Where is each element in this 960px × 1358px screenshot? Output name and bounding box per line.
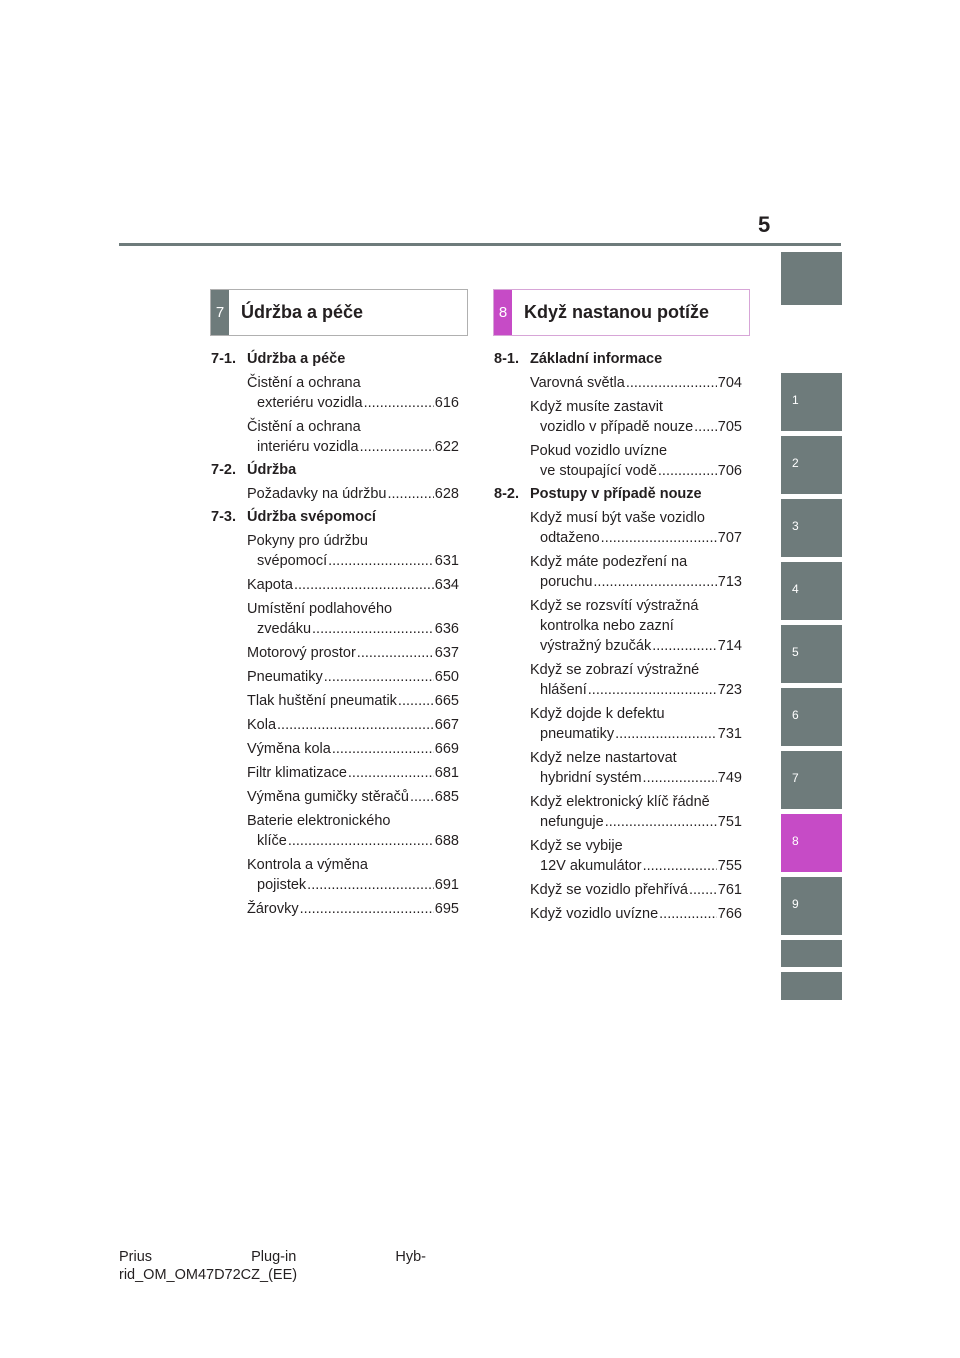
dot-leader <box>588 680 717 700</box>
toc-column-8 <box>494 350 742 928</box>
dot-leader <box>300 899 434 919</box>
toc-entry-text: Když dojde k defektu <box>530 706 665 722</box>
toc-page-number: 704 <box>717 375 742 391</box>
dot-leader <box>626 373 717 393</box>
toc-entry-text: Když se rozsvítí výstražná <box>530 598 699 614</box>
dot-leader <box>689 880 717 900</box>
toc-section-heading[interactable] <box>211 350 459 368</box>
toc-entry[interactable] <box>247 599 459 639</box>
toc-entry[interactable] <box>247 484 459 504</box>
toc-entry-text: Když musí být vaše vozidlo <box>530 510 705 526</box>
dot-leader <box>277 715 434 735</box>
toc-entry[interactable] <box>530 441 742 481</box>
toc-section-title: Údržba a péče <box>247 351 346 367</box>
toc-entry[interactable] <box>530 373 742 393</box>
toc-page-number: 706 <box>717 463 742 479</box>
toc-entry-text: interiéru vozidla <box>257 439 359 455</box>
toc-entry[interactable] <box>247 575 459 595</box>
toc-entry[interactable] <box>530 660 742 700</box>
toc-entry[interactable] <box>530 836 742 876</box>
toc-section-number: 7-2. <box>211 462 236 478</box>
toc-entry[interactable] <box>247 417 459 457</box>
toc-entry[interactable] <box>247 811 459 851</box>
toc-entry-text: Baterie elektronického <box>247 813 391 829</box>
section-7-header <box>210 289 468 336</box>
toc-entry-text: svépomocí <box>257 553 328 569</box>
toc-page-number: 634 <box>434 577 459 593</box>
dot-leader <box>643 856 717 876</box>
toc-page-number: 749 <box>717 770 742 786</box>
toc-page-number: 637 <box>434 645 459 661</box>
section-7-title: Údržba a péče <box>241 302 364 322</box>
toc-entry-text: poruchu <box>540 574 593 590</box>
footer-word: Prius <box>119 1249 153 1265</box>
toc-entry-text: Když máte podezření na <box>530 554 688 570</box>
side-tab-blank[interactable] <box>781 252 842 305</box>
dot-leader <box>652 636 717 656</box>
toc-entry[interactable] <box>247 739 459 759</box>
toc-page-number: 688 <box>434 833 459 849</box>
side-tab-label: 5 <box>792 645 799 659</box>
toc-section-heading[interactable] <box>211 461 459 479</box>
toc-entry-text: zvedáku <box>257 621 312 637</box>
toc-entry-text: Čistění a ochrana <box>247 375 361 391</box>
side-tab-label: 3 <box>792 519 799 533</box>
dot-leader <box>288 831 434 851</box>
side-tab-label: 8 <box>792 834 799 848</box>
dot-leader <box>658 461 717 481</box>
page-number: 5 <box>758 212 771 237</box>
toc-section-heading[interactable] <box>494 350 742 368</box>
toc-entry-text: Když se zobrazí výstražné <box>530 662 700 678</box>
toc-entry-text: pneumatiky <box>540 726 615 742</box>
toc-entry-text: Když se vybije <box>530 838 623 854</box>
toc-entry[interactable] <box>247 373 459 413</box>
toc-entry[interactable] <box>247 787 459 807</box>
side-tab-1[interactable] <box>781 373 842 431</box>
toc-entry[interactable] <box>247 531 459 571</box>
toc-entry-text: kontrolka nebo zazní <box>540 618 674 634</box>
toc-page-number: 636 <box>434 621 459 637</box>
toc-entry-text: klíče <box>257 833 287 849</box>
toc-page-number: 650 <box>434 669 459 685</box>
toc-entry-text: Když vozidlo uvízne <box>530 906 659 922</box>
toc-entry-text: Kontrola a výměna <box>247 857 368 873</box>
toc-entry-text: Výměna kola <box>247 741 331 757</box>
dot-leader <box>360 437 434 457</box>
toc-page-number: 685 <box>434 789 459 805</box>
dot-leader <box>605 812 717 832</box>
toc-entry[interactable] <box>530 508 742 548</box>
toc-column-7 <box>211 350 459 923</box>
top-rule <box>119 243 841 246</box>
side-tab-3[interactable] <box>781 499 842 557</box>
toc-section-number: 7-1. <box>211 351 236 367</box>
toc-section-title: Údržba svépomocí <box>247 509 376 525</box>
side-tab-label: 7 <box>792 771 799 785</box>
toc-entry-text: Tlak huštění pneumatik <box>247 693 397 709</box>
toc-entry-text: Žárovky <box>247 901 299 917</box>
toc-section-heading[interactable] <box>494 485 742 503</box>
toc-entry[interactable] <box>247 715 459 735</box>
toc-page-number: 695 <box>434 901 459 917</box>
toc-entry[interactable] <box>247 643 459 663</box>
toc-entry-text: Čistění a ochrana <box>247 419 361 435</box>
side-tab-label: 9 <box>792 897 799 911</box>
dot-leader <box>659 904 717 924</box>
toc-entry-text: vozidlo v případě nouze <box>540 419 694 435</box>
side-tab-7[interactable] <box>781 751 842 809</box>
toc-entry-text: Filtr klimatizace <box>247 765 347 781</box>
dot-leader <box>615 724 717 744</box>
dot-leader <box>387 484 433 504</box>
toc-entry-text: Pneumatiky <box>247 669 323 685</box>
dot-leader <box>348 763 434 783</box>
side-tab-blank[interactable] <box>781 940 842 967</box>
toc-page-number: 751 <box>717 814 742 830</box>
toc-entry[interactable] <box>247 667 459 687</box>
toc-section-heading[interactable] <box>211 508 459 526</box>
toc-entry-text: pojistek <box>257 877 307 893</box>
toc-entry-text: Kapota <box>247 577 293 593</box>
toc-page-number: 665 <box>434 693 459 709</box>
toc-page-number: 705 <box>717 419 742 435</box>
toc-entry-text: Pokud vozidlo uvízne <box>530 443 668 459</box>
toc-entry[interactable] <box>530 792 742 832</box>
toc-section-number: 8-2. <box>494 486 519 502</box>
section-8-title: Když nastanou potíže <box>524 302 710 322</box>
footer-word: Plug-in <box>251 1249 297 1265</box>
toc-entry-text: Požadavky na údržbu <box>247 486 387 502</box>
side-tab-label: 6 <box>792 708 799 722</box>
toc-entry[interactable] <box>247 855 459 895</box>
toc-entry-text: Výměna gumičky stěračů <box>247 789 409 805</box>
toc-section-title: Základní informace <box>530 351 663 367</box>
toc-page-number: 628 <box>434 486 459 502</box>
toc-page-number: 681 <box>434 765 459 781</box>
dot-leader <box>364 393 434 413</box>
toc-entry-text: hlášení <box>540 682 587 698</box>
side-tab-4[interactable] <box>781 562 842 620</box>
side-tab-2[interactable] <box>781 436 842 494</box>
toc-page-number: 766 <box>717 906 742 922</box>
toc-page-number: 731 <box>717 726 742 742</box>
toc-entry[interactable] <box>530 397 742 437</box>
side-tab-label: 4 <box>792 582 799 596</box>
footer-word: Hyb- <box>395 1249 426 1265</box>
toc-entry-text: ve stoupající vodě <box>540 463 657 479</box>
toc-page-number: 669 <box>434 741 459 757</box>
dot-leader <box>312 619 434 639</box>
dot-leader <box>593 572 716 592</box>
side-tab-5[interactable] <box>781 625 842 683</box>
toc-page-number: 761 <box>717 882 742 898</box>
side-tab-label: 1 <box>792 393 799 407</box>
toc-page-number: 707 <box>717 530 742 546</box>
dot-leader <box>328 551 434 571</box>
toc-page-number: 616 <box>434 395 459 411</box>
dot-leader <box>643 768 717 788</box>
toc-page-number: 631 <box>434 553 459 569</box>
side-tab-8[interactable] <box>781 814 842 872</box>
toc-entry[interactable] <box>530 880 742 900</box>
toc-entry[interactable] <box>247 691 459 711</box>
toc-page-number: 755 <box>717 858 742 874</box>
toc-entry-text: 12V akumulátor <box>540 858 642 874</box>
toc-page-number: 714 <box>717 638 742 654</box>
dot-leader <box>694 417 717 437</box>
toc-page-number: 691 <box>434 877 459 893</box>
toc-entry-text: Motorový prostor <box>247 645 356 661</box>
toc-entry[interactable] <box>247 763 459 783</box>
toc-entry-text: Když musíte zastavit <box>530 399 663 415</box>
section-7-number: 7 <box>211 290 229 335</box>
toc-page-number: 723 <box>717 682 742 698</box>
toc-entry[interactable] <box>530 904 742 924</box>
toc-section-number: 7-3. <box>211 509 236 525</box>
footer-code: rid_OM_OM47D72CZ_(EE) <box>119 1267 298 1283</box>
toc-entry-text: odtaženo <box>540 530 600 546</box>
toc-section-title: Postupy v případě nouze <box>530 486 702 502</box>
toc-entry-text: exteriéru vozidla <box>257 395 363 411</box>
dot-leader <box>398 691 434 711</box>
dot-leader <box>324 667 434 687</box>
side-tab-9[interactable] <box>781 877 842 935</box>
toc-entry[interactable] <box>530 596 742 656</box>
toc-entry-text: Když elektronický klíč řádně <box>530 794 710 810</box>
toc-entry[interactable] <box>530 748 742 788</box>
toc-entry-text: Když nelze nastartovat <box>530 750 677 766</box>
dot-leader <box>357 643 434 663</box>
toc-entry-text: hybridní systém <box>540 770 642 786</box>
side-tab-label: 2 <box>792 456 799 470</box>
footer <box>119 1248 426 1284</box>
toc-entry[interactable] <box>530 704 742 744</box>
side-tab-6[interactable] <box>781 688 842 746</box>
dot-leader <box>332 739 434 759</box>
toc-section-number: 8-1. <box>494 351 519 367</box>
section-8-header <box>493 289 750 336</box>
toc-entry-text: Varovná světla <box>530 375 625 391</box>
toc-entry[interactable] <box>247 899 459 919</box>
toc-entry-text: Když se vozidlo přehřívá <box>530 882 688 898</box>
section-8-number: 8 <box>494 290 512 335</box>
toc-page-number: 713 <box>717 574 742 590</box>
toc-entry[interactable] <box>530 552 742 592</box>
dot-leader <box>307 875 434 895</box>
dot-leader <box>294 575 434 595</box>
toc-section-title: Údržba <box>247 462 297 478</box>
toc-entry-text: výstražný bzučák <box>540 638 652 654</box>
toc-page-number: 667 <box>434 717 459 733</box>
dot-leader <box>601 528 717 548</box>
dot-leader <box>410 787 434 807</box>
toc-page-number: 622 <box>434 439 459 455</box>
toc-entry-text: Pokyny pro údržbu <box>247 533 368 549</box>
side-tab-blank[interactable] <box>781 972 842 1000</box>
toc-entry-text: Kola <box>247 717 277 733</box>
toc-entry-text: nefunguje <box>540 814 604 830</box>
toc-entry-text: Umístění podlahového <box>247 601 393 617</box>
